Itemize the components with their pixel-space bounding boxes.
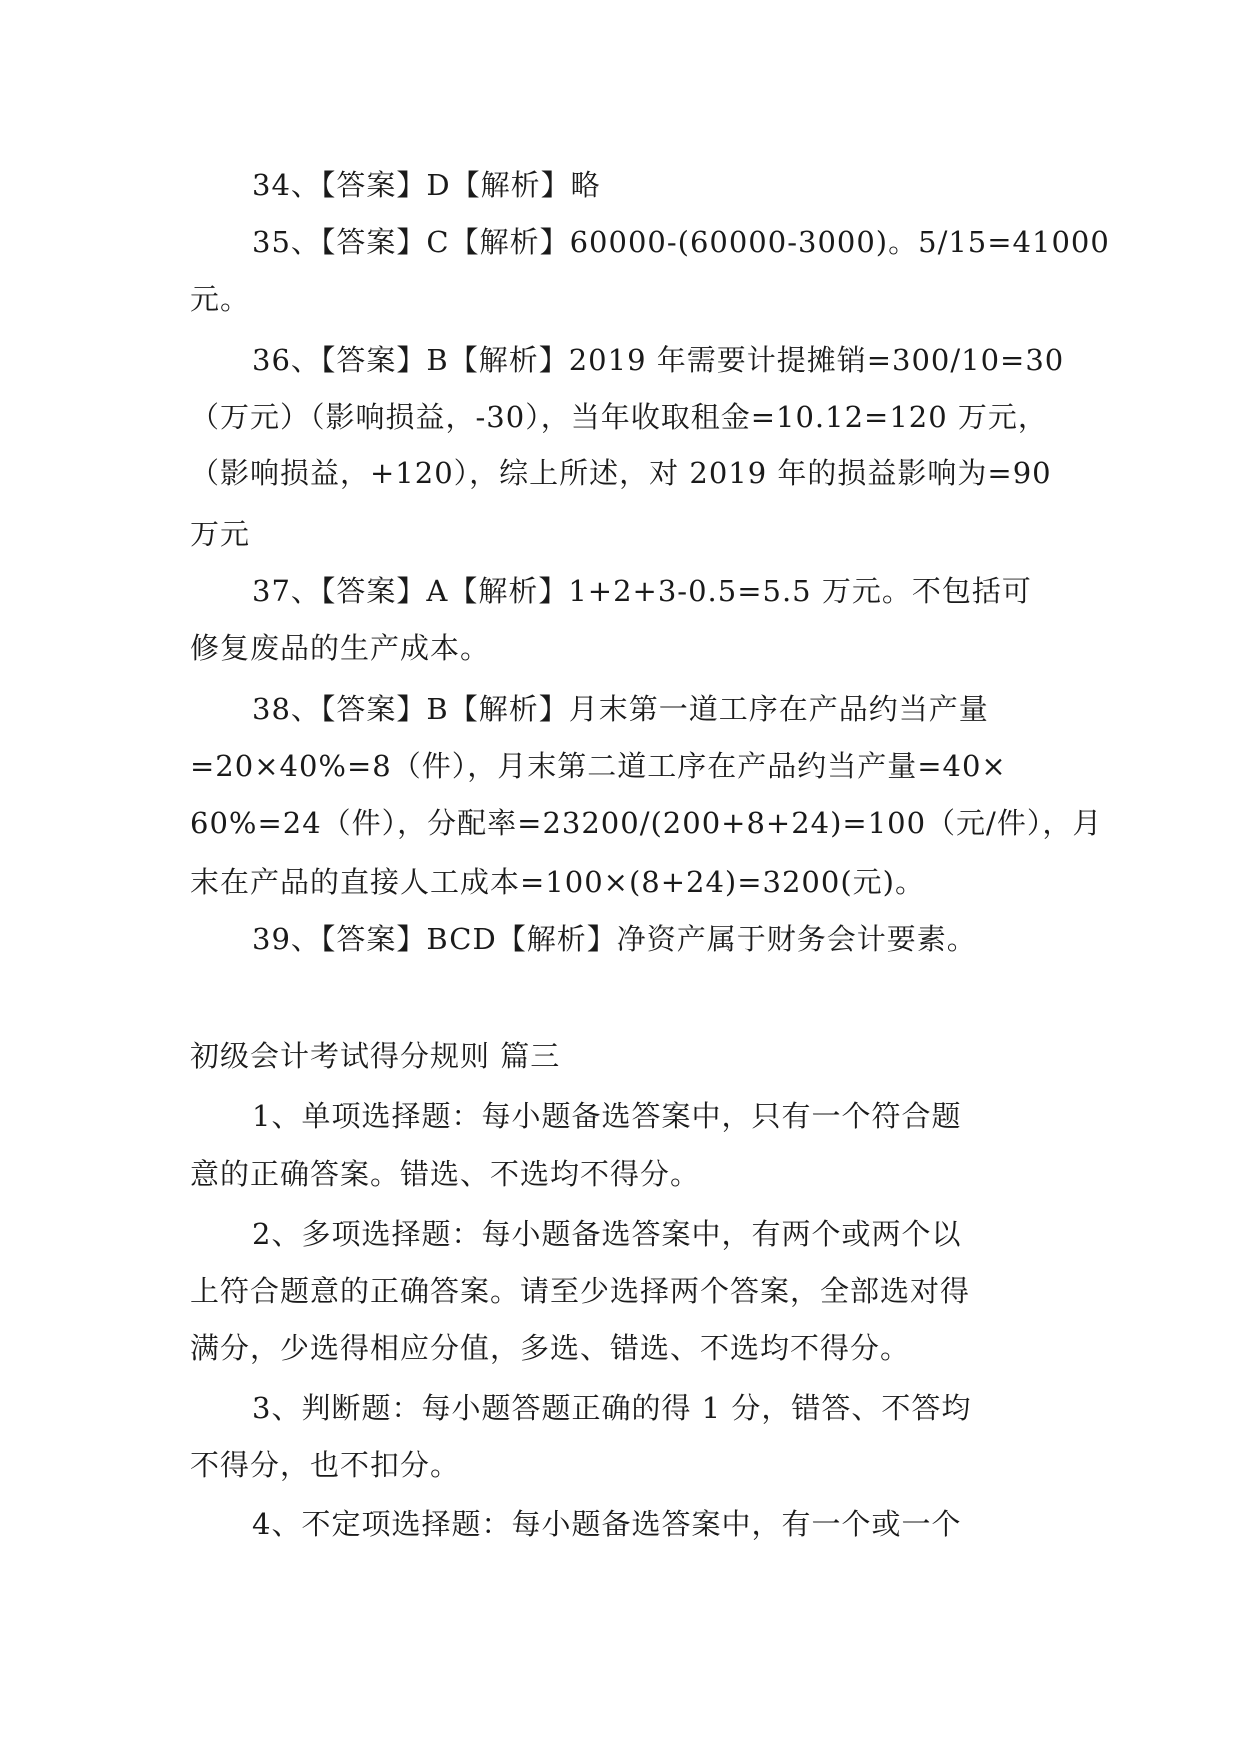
answer-37: 37、【答案】A【解析】1+2+3-0.5=5.5 万元。不包括可 [252,574,1032,608]
answer-38-cont-1: =20×40%=8（件），月末第二道工序在产品约当产量=40× [190,749,1007,783]
answer-38-cont-3: 末在产品的直接人工成本=100×(8+24)=3200(元)。 [190,865,925,899]
answer-38: 38、【答案】B【解析】月末第一道工序在产品约当产量 [252,692,989,726]
rule-1: 1、单项选择题：每小题备选答案中，只有一个符合题 [252,1099,962,1133]
answer-39: 39、【答案】BCD【解析】净资产属于财务会计要素。 [252,922,977,956]
rule-2-cont-1: 上符合题意的正确答案。请至少选择两个答案，全部选对得 [190,1274,971,1308]
rule-3: 3、判断题：每小题答题正确的得 1 分，错答、不答均 [252,1391,972,1425]
answer-36: 36、【答案】B【解析】2019 年需要计提摊销=300/10=30 [252,343,1065,377]
rule-2: 2、多项选择题：每小题备选答案中，有两个或两个以 [252,1217,962,1251]
answer-36-cont-1: （万元）（影响损益，-30），当年收取租金=10.12=120 万元， [190,400,1048,434]
answer-35: 35、【答案】C【解析】60000-(60000-3000)。5/15=41000 [252,225,1110,259]
rule-3-cont: 不得分，也不扣分。 [190,1448,461,1482]
rule-1-cont: 意的正确答案。错选、不选均不得分。 [190,1157,701,1191]
answer-36-cont-2: （影响损益，+120），综上所述，对 2019 年的损益影响为=90 [190,456,1052,490]
answer-36-cont-3: 万元 [190,517,251,551]
answer-35-cont: 元。 [190,282,251,316]
answer-37-cont: 修复废品的生产成本。 [190,631,491,665]
rule-4: 4、不定项选择题：每小题备选答案中，有一个或一个 [252,1507,962,1541]
rule-2-cont-2: 满分，少选得相应分值，多选、错选、不选均不得分。 [190,1331,911,1365]
answer-38-cont-2: 60%=24（件），分配率=23200/(200+8+24)=100（元/件），月 [190,806,1103,840]
answer-34: 34、【答案】D【解析】略 [252,168,601,202]
section-heading: 初级会计考试得分规则 篇三 [190,1039,561,1073]
